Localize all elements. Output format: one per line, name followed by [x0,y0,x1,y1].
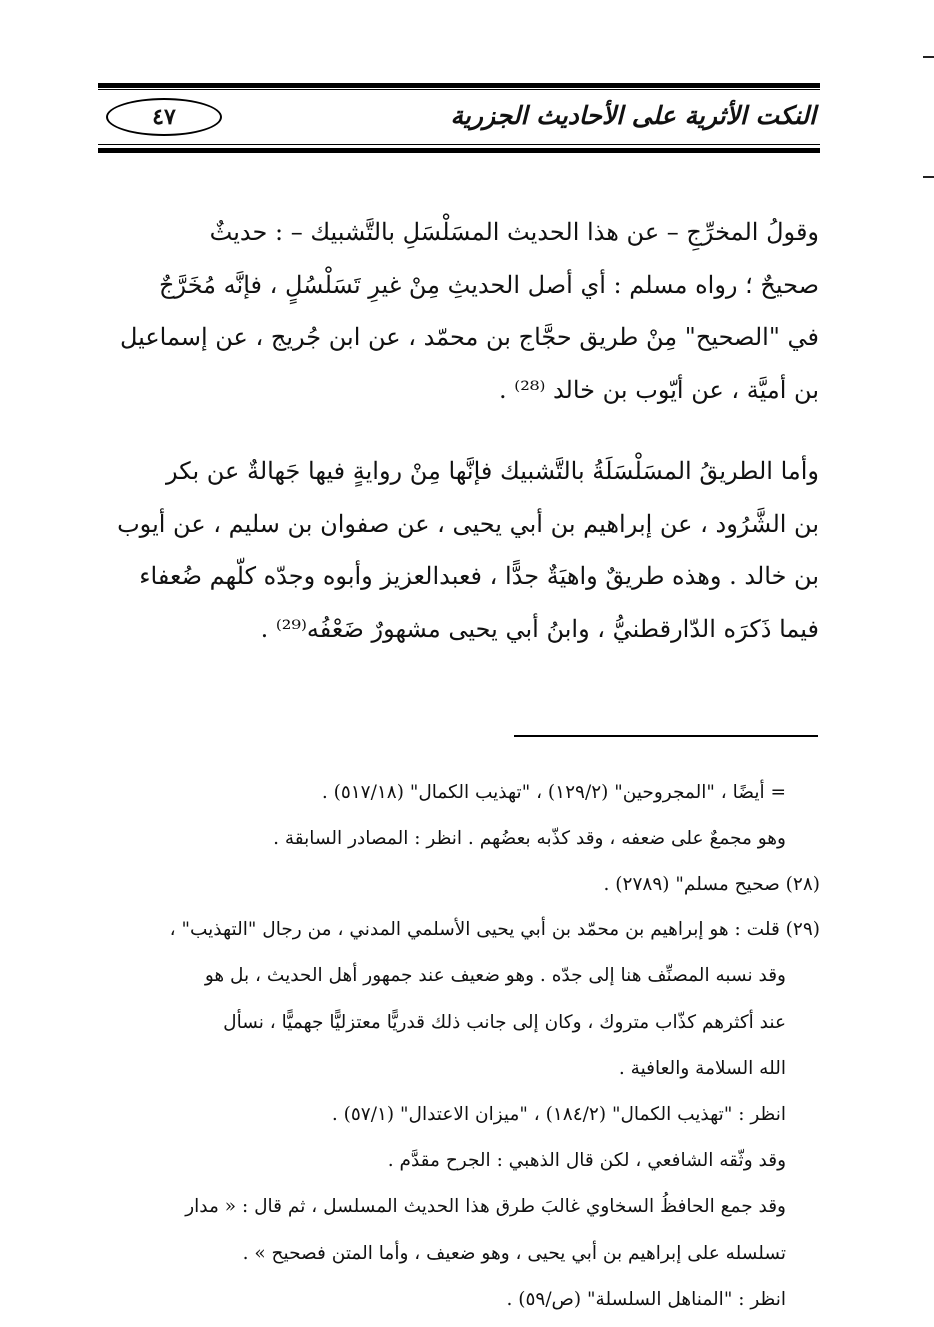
footnote-29: (٢٩) قلت : هو إبراهيم بن محمّد بن أبي يحيى الأسلمي المدني ، من رجال "التهذيب" ، [169,919,820,940]
body-paragraph-1: وقولُ المخرِّجِ – عن هذا الحديث المسَلْسَلِ بالتَّشبيك – : حديثٌ صحيحٌ ؛ رواه مسلم : أي أصل الحديثِ مِنْ غيرِ تَسَلْسُلٍ ، فإنَّه مُخَرَّجٌ في "الصحيح" مِنْ طريق حجَّاج بن محمّد ، عن ابن جُريج ، عن إسماعيل بن أميَّة ، عن أيّوب بن خالد ⁽²⁸⁾ . [119,218,819,404]
footnote-29-line: انظر : "المناهل السلسلة" (ص/٥٩) . [506,1289,786,1310]
header-top-rule [98,83,820,88]
body-paragraph-2: وأما الطريقُ المسَلْسَلَةُ بالتَّشبيك فإنَّها مِنْ روايةٍ فيها جَهالةٌ عن بكر بن الشَّرُود ، عن إبراهيم بن أبي يحيى ، عن صفوان بن سليم ، عن أيوب بن خالد . وهذه طريقٌ واهيَةٌ جدًّا ، فعبدالعزيز وأبوه وجدّه كلّهم ضُعفاء فيما ذَكرَه الدّارقطنيُّ ، وابنُ أبي يحيى مشهورٌ ضَعْفُه⁽²⁹⁾ . [117,457,819,643]
footnote-29-line: وقد جمع الحافظُ السخاوي غالبَ طرق هذا الحديث المسلسل ، ثم قال : « مدار [185,1196,786,1217]
edge-mark [923,176,934,178]
header-top-rule-thin [98,89,820,90]
edge-mark [923,56,934,58]
page-number: ٤٧ [106,98,222,136]
header-bottom-rule [98,148,820,153]
footnote-29-line: انظر : "تهذيب الكمال" (١٨٤/٢) ، "ميزان الاعتدال" (٥٧/١) . [331,1104,786,1125]
footnote-29-line: الله السلامة والعافية . [618,1058,786,1079]
header-bottom-rule-thin [98,144,820,145]
footnote-continuation-line: = أيضًا ، "المجروحين" (١٢٩/٢) ، "تهذيب الكمال" (٥١٧/١٨) . [321,782,786,803]
running-title: النكت الأثرية على الأحاديث الجزرية [450,101,816,130]
footnote-29-line: تسلسله على إبراهيم بن أبي يحيى ، وهو ضعيف ، وأما المتن فصحيح » . [242,1243,786,1264]
footnote-divider [514,735,818,737]
footnote-29-line: وقد وثّقه الشافعي ، لكن قال الذهبي : الجرح مقدَّم . [387,1150,786,1171]
footnote-continuation-line: وهو مجمعٌ على ضعفه ، وقد كذّبه بعضُهم . انظر : المصادر السابقة . [273,828,786,849]
footnote-29-line: عند أكثرهم كذّاب متروك ، وكان إلى جانب ذلك قدريًّا معتزليًّا جهميًّا ، نسأل [223,1012,786,1033]
footnote-28: (٢٨) صحيح مسلم" (٢٧٨٩) . [603,874,820,895]
footnote-29-line: وقد نسبه المصنِّف هنا إلى جدّه . وهو ضعيف عند جمهور أهل الحديث ، بل هو [204,965,786,986]
